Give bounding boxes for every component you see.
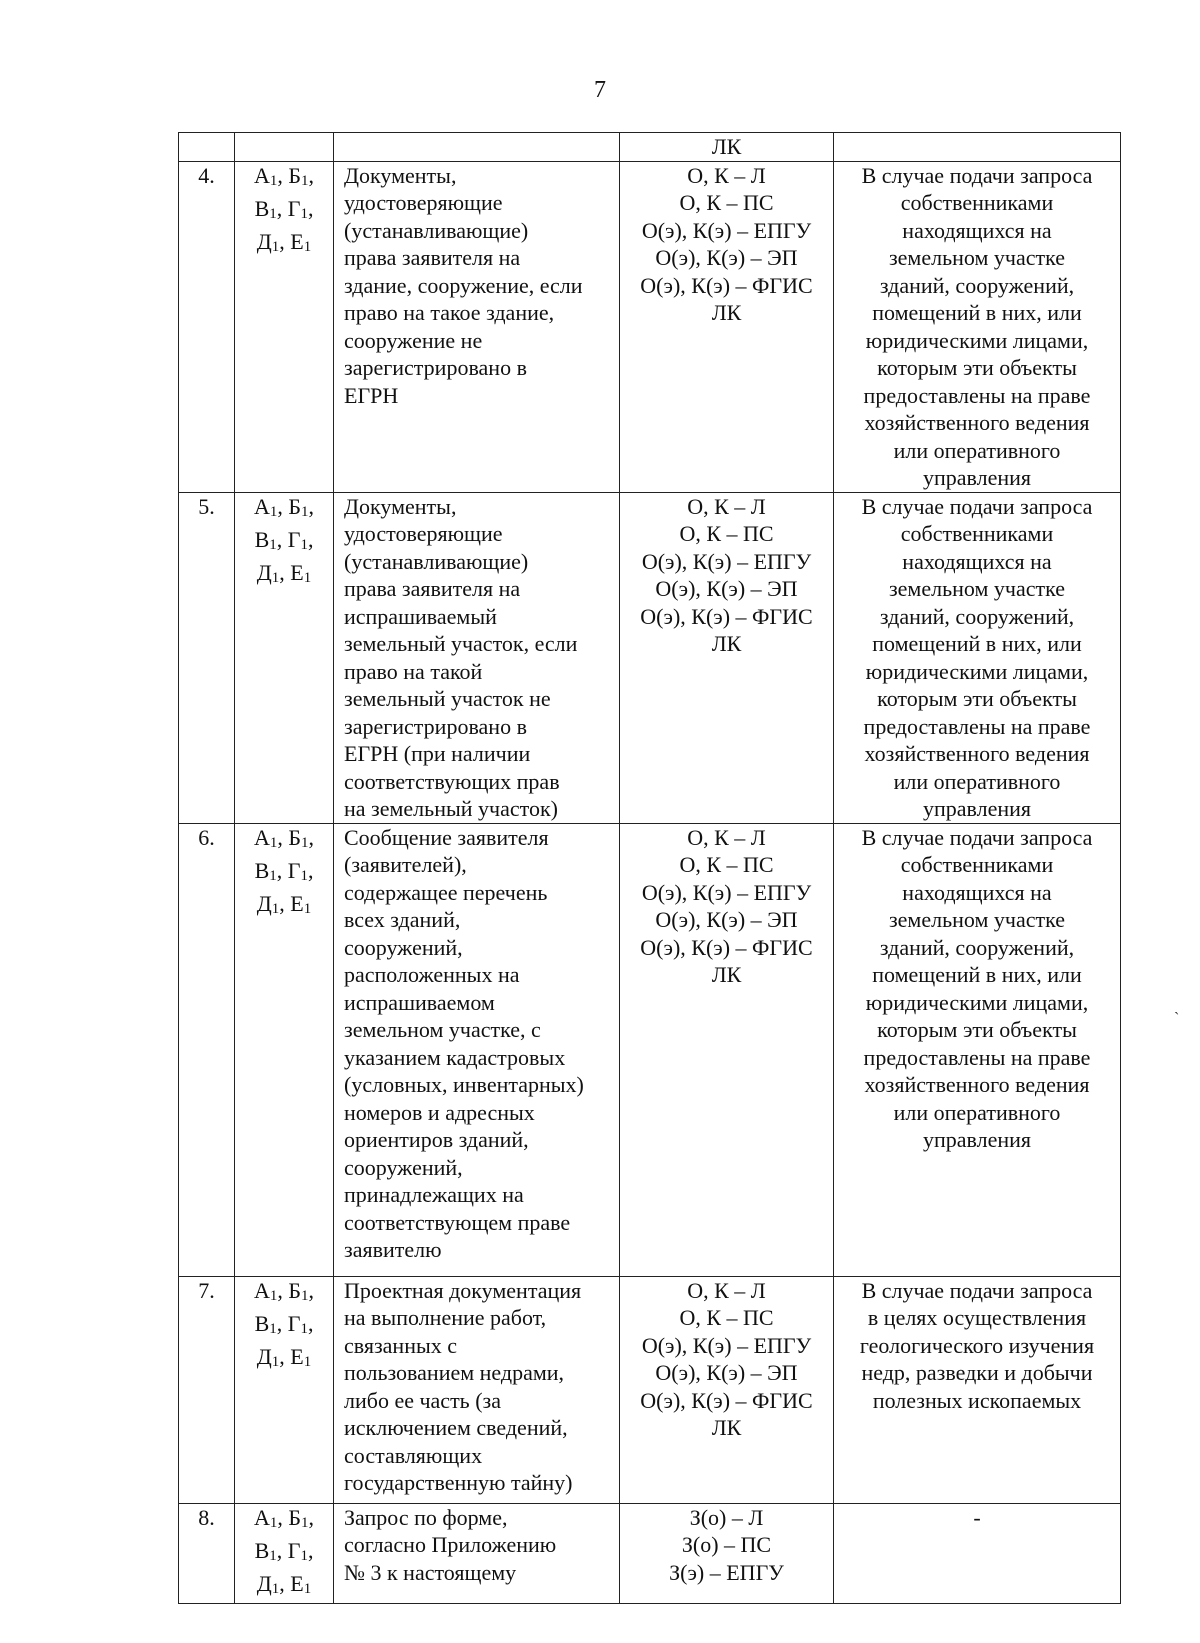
document-line: Сообщение заявителя [344,824,549,850]
condition-line: помещений в них, или [872,300,1082,325]
cell-number [179,133,235,162]
table-row [179,492,1121,823]
condition-line: или оперативного [893,1099,1061,1125]
row-number: 5. [198,493,215,519]
category-line: В1, Г1, [254,1537,314,1564]
row-number: 6. [198,824,215,850]
condition-line: предоставлены на праве [863,713,1091,739]
method-line: О(э), К(э) – ЕПГУ [641,217,812,243]
condition-line: собственниками [900,521,1054,546]
document-line: ориентиров зданий, [344,1127,529,1152]
cell-category [235,492,334,823]
method-line: О, К – Л [687,162,766,188]
table-row-continuation [179,133,1121,162]
method-line: З(э) – ЕПГУ [669,1559,784,1585]
category-line: В1, Г1, [254,857,314,884]
condition-line: В случае подачи запроса [861,162,1093,188]
cell-method [620,823,834,1276]
condition-line: юридическими лицами, [865,327,1089,353]
document-line: содержащее перечень [344,879,548,905]
method-line: О(э), К(э) – ЭП [655,1360,798,1385]
row-number: 4. [198,162,215,188]
category-line: А1, Б1, [254,1504,314,1531]
cell-method [620,161,834,492]
document-line: (устанавливающие) [344,217,529,243]
condition-line: земельном участке [888,576,1066,601]
document-line: Проектная документация [344,1277,582,1303]
document-line: государственную тайну) [344,1470,573,1495]
cell-condition [834,161,1121,492]
condition-line: земельном участке [888,245,1066,270]
condition-line: зданий, сооружений, [879,272,1075,298]
condition-line: хозяйственного ведения [864,1072,1090,1097]
cell-document [334,492,620,823]
method-line: ЛК [711,300,742,325]
page-number: 7 [594,77,606,103]
cell-number [179,492,235,823]
condition-line: В случае подачи запроса [861,493,1093,519]
method-line: О(э), К(э) – ЭП [655,576,798,601]
method-line: ЛК [711,962,742,987]
document-line: составляющих [344,1442,483,1468]
document-line: сооружений, [344,934,463,960]
document-line: здание, сооружение, если [344,272,583,298]
condition-line: В случае подачи запроса [861,824,1093,850]
condition-line: - [973,1504,981,1530]
category-line: А1, Б1, [254,493,314,520]
document-line: право на такой [344,658,483,684]
document-line: Документы, [344,162,457,188]
method-line: О, К – ПС [679,190,774,215]
condition-line: зданий, сооружений, [879,934,1075,960]
cell-document [334,1276,620,1503]
method-line: О(э), К(э) – ФГИС [640,1387,813,1413]
cell-number [179,1503,235,1604]
category-line: А1, Б1, [254,1277,314,1304]
document-line: право на такое здание, [344,300,555,325]
cell-category [235,1503,334,1604]
condition-line: которым эти объекты [877,686,1077,711]
cell-method [620,492,834,823]
document-line: № 3 к настоящему [344,1559,517,1585]
condition-line: хозяйственного ведения [864,741,1090,766]
cell-document [334,133,620,162]
cell-category [235,1276,334,1503]
cell-condition [834,1503,1121,1604]
condition-line: которым эти объекты [877,355,1077,380]
document-line: либо ее часть (за [344,1387,501,1413]
method-line: О, К – ПС [679,1305,774,1330]
document-line: сооружений, [344,1154,463,1180]
category-line: Д1, Е1 [256,559,312,587]
document-line: ЕГРН [344,382,399,408]
method-line: О(э), К(э) – ФГИС [640,272,813,298]
condition-line: юридическими лицами, [865,658,1089,684]
method-line: О(э), К(э) – ФГИС [640,934,813,960]
method-line: О(э), К(э) – ЕПГУ [641,879,812,905]
document-line: зарегистрировано в [344,355,527,380]
condition-line: предоставлены на праве [863,382,1091,408]
cell-category [235,823,334,1276]
cell-method [620,1276,834,1503]
cell-category [235,133,334,162]
cell-method [620,133,834,162]
condition-line: В случае подачи запроса [861,1277,1093,1303]
condition-line: находящихся на [902,879,1052,905]
category-line: Д1, Е1 [256,890,312,918]
document-line: Запрос по форме, [344,1504,508,1530]
method-line: О, К – ПС [679,521,774,546]
method-line: О, К – Л [687,824,766,850]
condition-line: находящихся на [902,548,1052,574]
condition-line: недр, разведки и добычи [861,1360,1093,1385]
document-line: испрашиваемый [344,603,497,629]
method-line: О, К – Л [687,493,766,519]
margin-mark: ` [1174,1010,1180,1027]
condition-line: собственниками [900,852,1054,877]
category-line: Д1, Е1 [256,1343,312,1371]
document-line: указанием кадастровых [344,1044,566,1070]
category-line: В1, Г1, [254,195,314,222]
table-row [179,1276,1121,1503]
document-line: сооружение не [344,327,483,353]
category-line: Д1, Е1 [256,228,312,256]
category-line: В1, Г1, [254,1310,314,1337]
document-line: (заявителей), [344,852,467,877]
method-line: ЛК [711,1415,742,1440]
document-line: соответствующих прав [344,768,560,794]
condition-line: в целях осуществления [867,1305,1087,1330]
category-line: А1, Б1, [254,162,314,189]
document-line: расположенных на [344,962,520,987]
cell-condition [834,1276,1121,1503]
condition-line: хозяйственного ведения [864,410,1090,435]
cell-document [334,823,620,1276]
method-line: ЛК [711,631,742,656]
document-line: заявителю [344,1237,442,1262]
method-line: О, К – ПС [679,852,774,877]
document-line: (устанавливающие) [344,548,529,574]
condition-line: помещений в них, или [872,962,1082,987]
condition-line: юридическими лицами, [865,989,1089,1015]
document-line: всех зданий, [344,907,461,932]
document-line: пользованием недрами, [344,1360,565,1385]
document-line: Документы, [344,493,457,519]
condition-line: которым эти объекты [877,1017,1077,1042]
method-line: З(о) – Л [689,1504,764,1530]
documents-table [178,132,1121,1604]
cell-condition [834,823,1121,1276]
document-line: на выполнение работ, [344,1305,547,1330]
method-line: ЛК [711,134,742,159]
method-line: З(о) – ПС [681,1532,772,1557]
cell-number [179,161,235,492]
method-line: О(э), К(э) – ФГИС [640,603,813,629]
condition-line: находящихся на [902,217,1052,243]
cell-document [334,161,620,492]
cell-condition [834,492,1121,823]
condition-line: предоставлены на праве [863,1044,1091,1070]
category-line: А1, Б1, [254,824,314,851]
condition-line: геологического изучения [859,1332,1095,1358]
category-line: В1, Г1, [254,526,314,553]
row-number: 8. [198,1504,215,1530]
method-line: О(э), К(э) – ЕПГУ [641,1332,812,1358]
document-line: земельный участок, если [344,631,578,656]
document-line: номеров и адресных [344,1099,535,1125]
document-line: удостоверяющие [344,190,503,215]
document-line: удостоверяющие [344,521,503,546]
document-line: земельный участок не [344,686,551,711]
condition-line: земельном участке [888,907,1066,932]
category-line: Д1, Е1 [256,1570,312,1598]
method-line: О(э), К(э) – ЭП [655,245,798,270]
document-line: на земельный участок) [344,796,558,821]
cell-number [179,1276,235,1503]
cell-category [235,161,334,492]
document-line: исключением сведений, [344,1415,568,1440]
table-row [179,161,1121,492]
condition-line: управления [922,796,1032,821]
condition-line: управления [922,465,1032,490]
condition-line: помещений в них, или [872,631,1082,656]
condition-line: управления [922,1127,1032,1152]
document-line: согласно Приложению [344,1532,557,1557]
document-line: ЕГРН (при наличии [344,741,531,766]
condition-line: или оперативного [893,768,1061,794]
document-line: права заявителя на [344,576,521,601]
method-line: О(э), К(э) – ЭП [655,907,798,932]
table-row [179,1503,1121,1604]
cell-method [620,1503,834,1604]
method-line: О, К – Л [687,1277,766,1303]
condition-line: зданий, сооружений, [879,603,1075,629]
document-line: связанных с [344,1332,458,1358]
document-line: принадлежащих на [344,1182,524,1207]
method-line: О(э), К(э) – ЕПГУ [641,548,812,574]
document-line: (условных, инвентарных) [344,1072,584,1097]
document-line: соответствующем праве [344,1209,571,1235]
document-line: права заявителя на [344,245,521,270]
cell-condition [834,133,1121,162]
document-line: земельном участке, с [344,1017,541,1042]
row-number: 7. [198,1277,215,1303]
condition-line: или оперативного [893,437,1061,463]
cell-number [179,823,235,1276]
condition-line: собственниками [900,190,1054,215]
document-line: зарегистрировано в [344,713,527,739]
cell-document [334,1503,620,1604]
table-row [179,823,1121,1276]
condition-line: полезных ископаемых [872,1387,1082,1413]
document-line: испрашиваемом [344,989,495,1015]
